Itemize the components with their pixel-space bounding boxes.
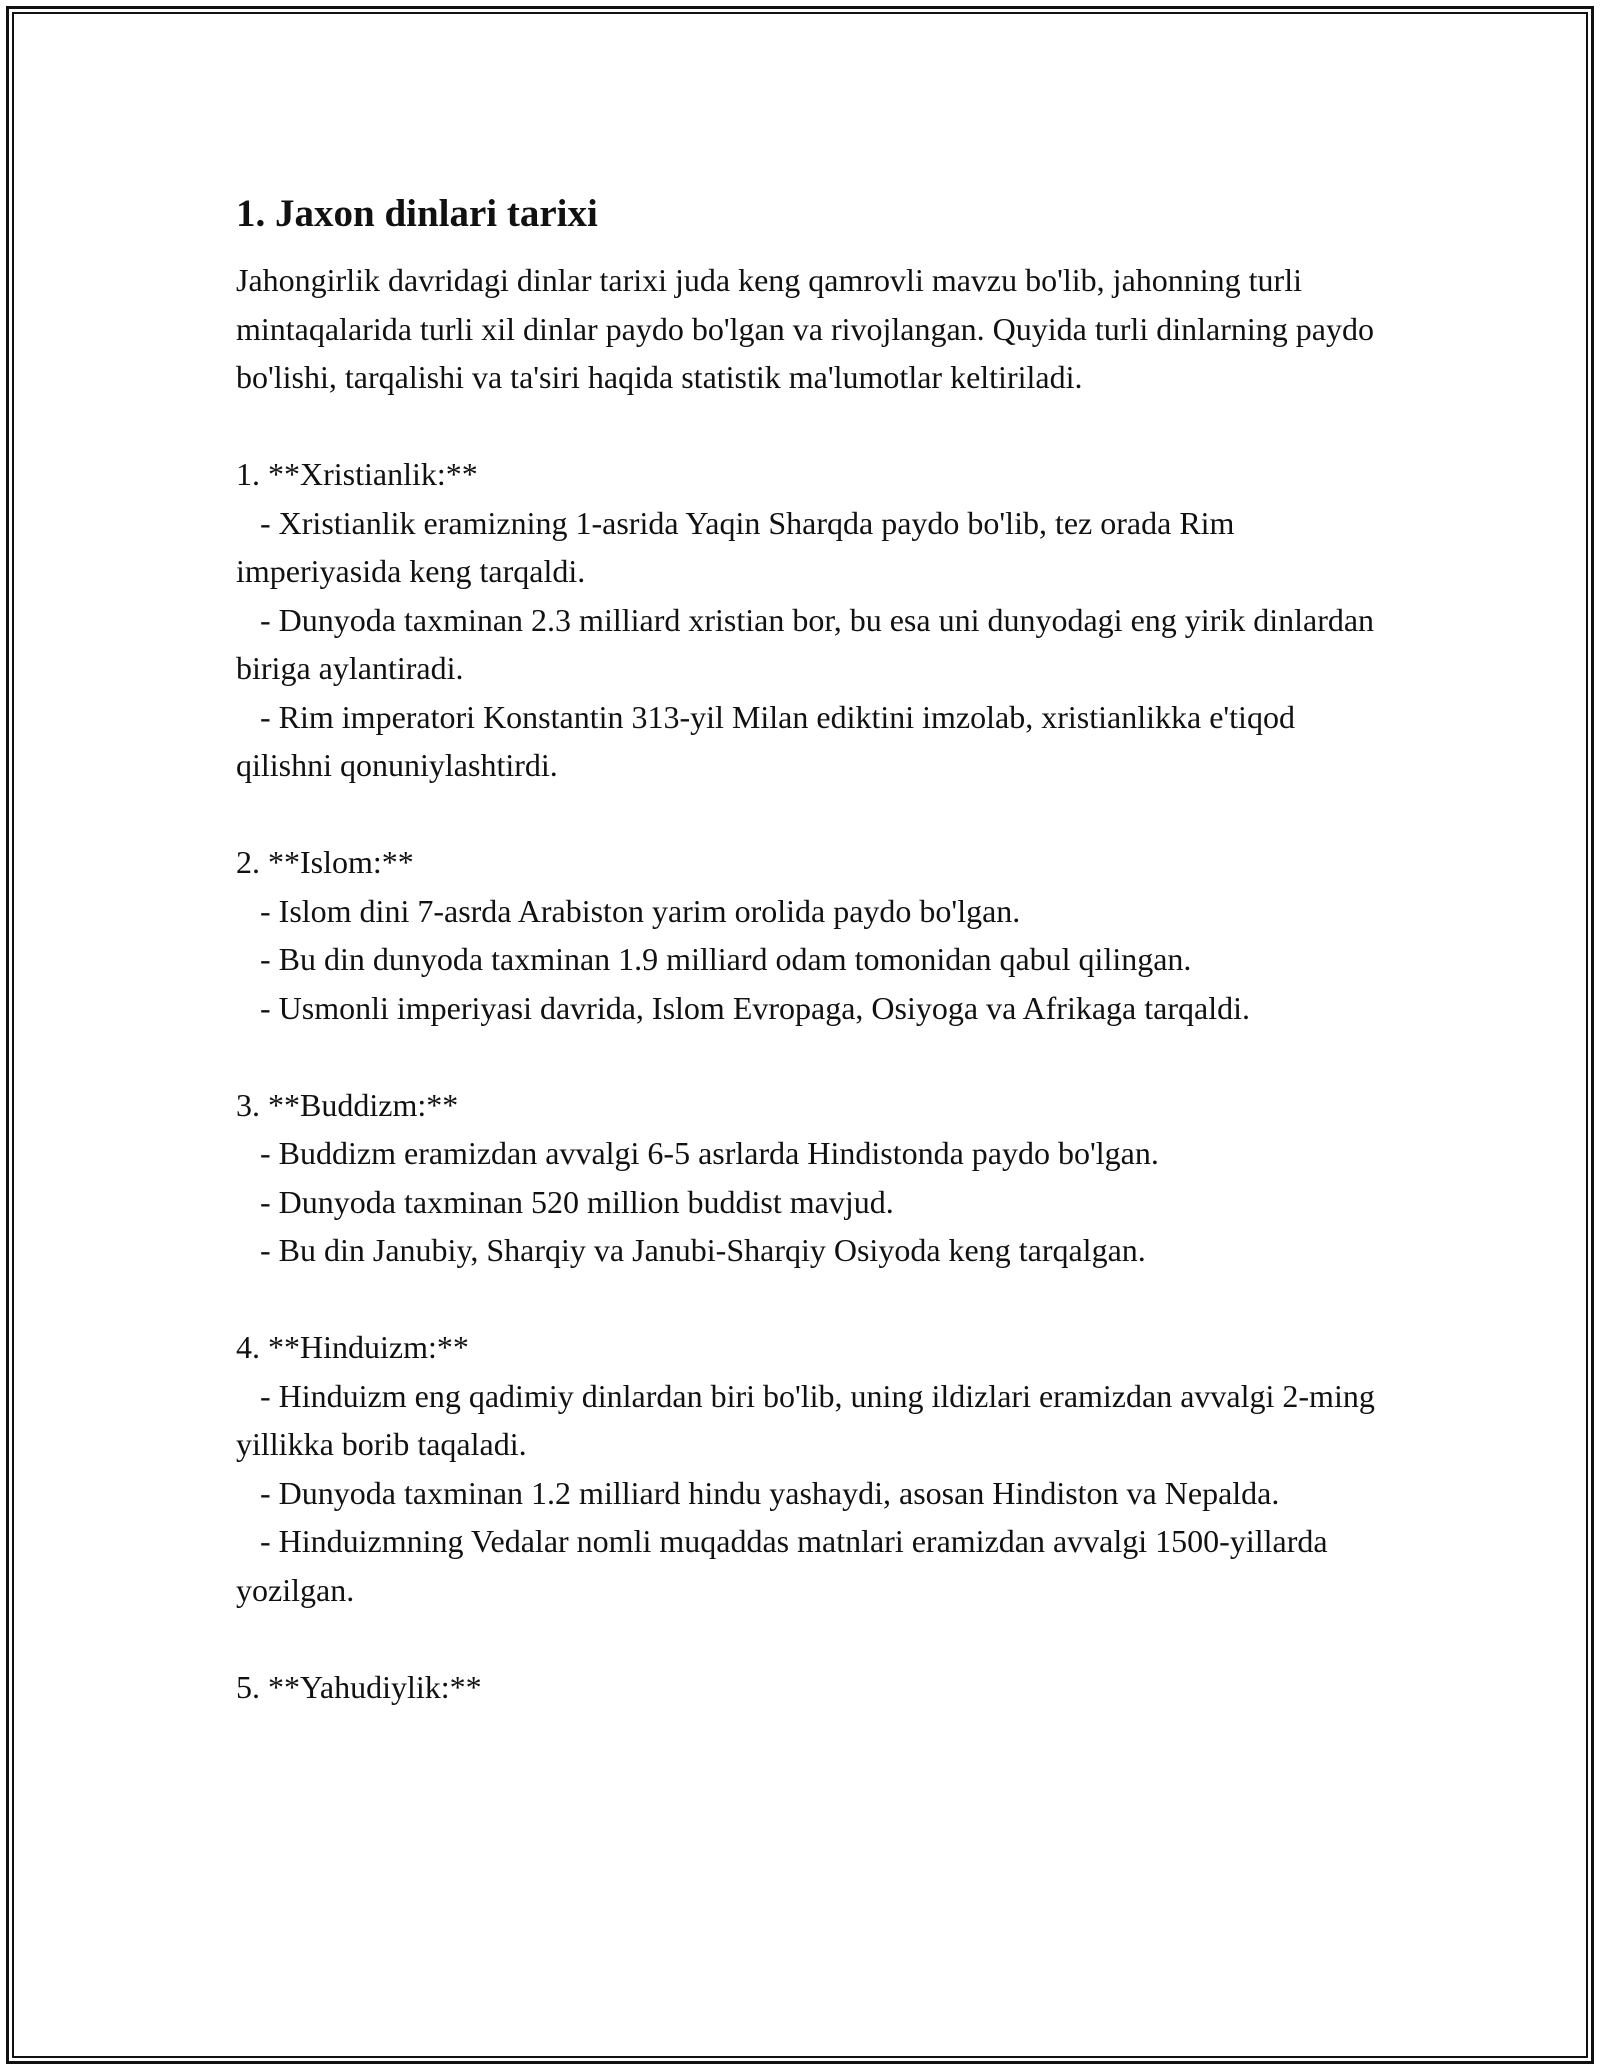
section-buddhism [236,1081,1386,1275]
section-heading: 1. **Xristianlik:** [236,456,478,492]
section-judaism [236,1663,1386,1712]
list-item: - Bu din dunyoda taxminan 1.9 milliard odam tomonidan qabul qilingan. [236,941,1192,977]
list-item: - Hinduizmning Vedalar nomli muqaddas matnlari eramizdan avvalgi 1500-yillarda yozilgan. [236,1523,1336,1608]
document-body [236,188,1386,1711]
section-hinduism [236,1323,1386,1614]
section-heading: 2. **Islom:** [236,844,414,880]
document-title: 1. Jaxon dinlari tarixi [236,192,598,235]
section-heading: 4. **Hinduizm:** [236,1329,469,1365]
list-item: - Bu din Janubiy, Sharqiy va Janubi-Sharqiy Osiyoda keng tarqalgan. [236,1232,1146,1268]
list-item: - Islom dini 7-asrda Arabiston yarim orolida paydo bo'lgan. [236,892,1021,929]
section-islam [236,838,1386,1032]
intro-paragraph: Jahongirlik davridagi dinlar tarixi juda keng qamrovli mavzu bo'lib, jahonning turli mintaqalarida turli xil dinlar paydo bo'lgan va rivojlangan. Quyida turli dinlarning paydo bo'lishi, tarqalishi va ta'siri haqida statistik ma'lumotlar keltiriladi. [236,262,1374,395]
list-item: - Dunyoda taxminan 1.2 milliard hindu yashaydi, asosan Hindiston va Nepalda. [236,1474,1280,1511]
section-heading: 3. **Buddizm:** [236,1086,459,1123]
list-item: - Usmonli imperiyasi davrida, Islom Evropaga, Osiyoga va Afrikaga tarqaldi. [236,989,1250,1026]
list-item: - Rim imperatori Konstantin 313-yil Milan ediktini imzolab, xristianlikka e'tiqod qilishni qonuniylashtirdi. [236,698,1303,783]
list-item: - Xristianlik eramizning 1-asrida Yaqin Sharqda paydo bo'lib, tez orada Rim imperiyasida keng tarqaldi. [236,504,1243,589]
list-item: - Dunyoda taxminan 520 million buddist mavjud. [236,1183,894,1220]
section-heading: 5. **Yahudiylik:** [236,1668,482,1705]
list-item: - Hinduizm eng qadimiy dinlardan biri bo'lib, uning ildizlari eramizdan avvalgi 2-ming yillikka borib taqaladi. [236,1377,1383,1462]
list-item: - Dunyoda taxminan 2.3 milliard xristian bor, bu esa uni dunyodagi eng yirik dinlardan biriga aylantiradi. [236,601,1383,686]
list-item: - Buddizm eramizdan avvalgi 6-5 asrlarda Hindistonda paydo bo'lgan. [236,1135,1159,1171]
section-christianity [236,450,1386,790]
